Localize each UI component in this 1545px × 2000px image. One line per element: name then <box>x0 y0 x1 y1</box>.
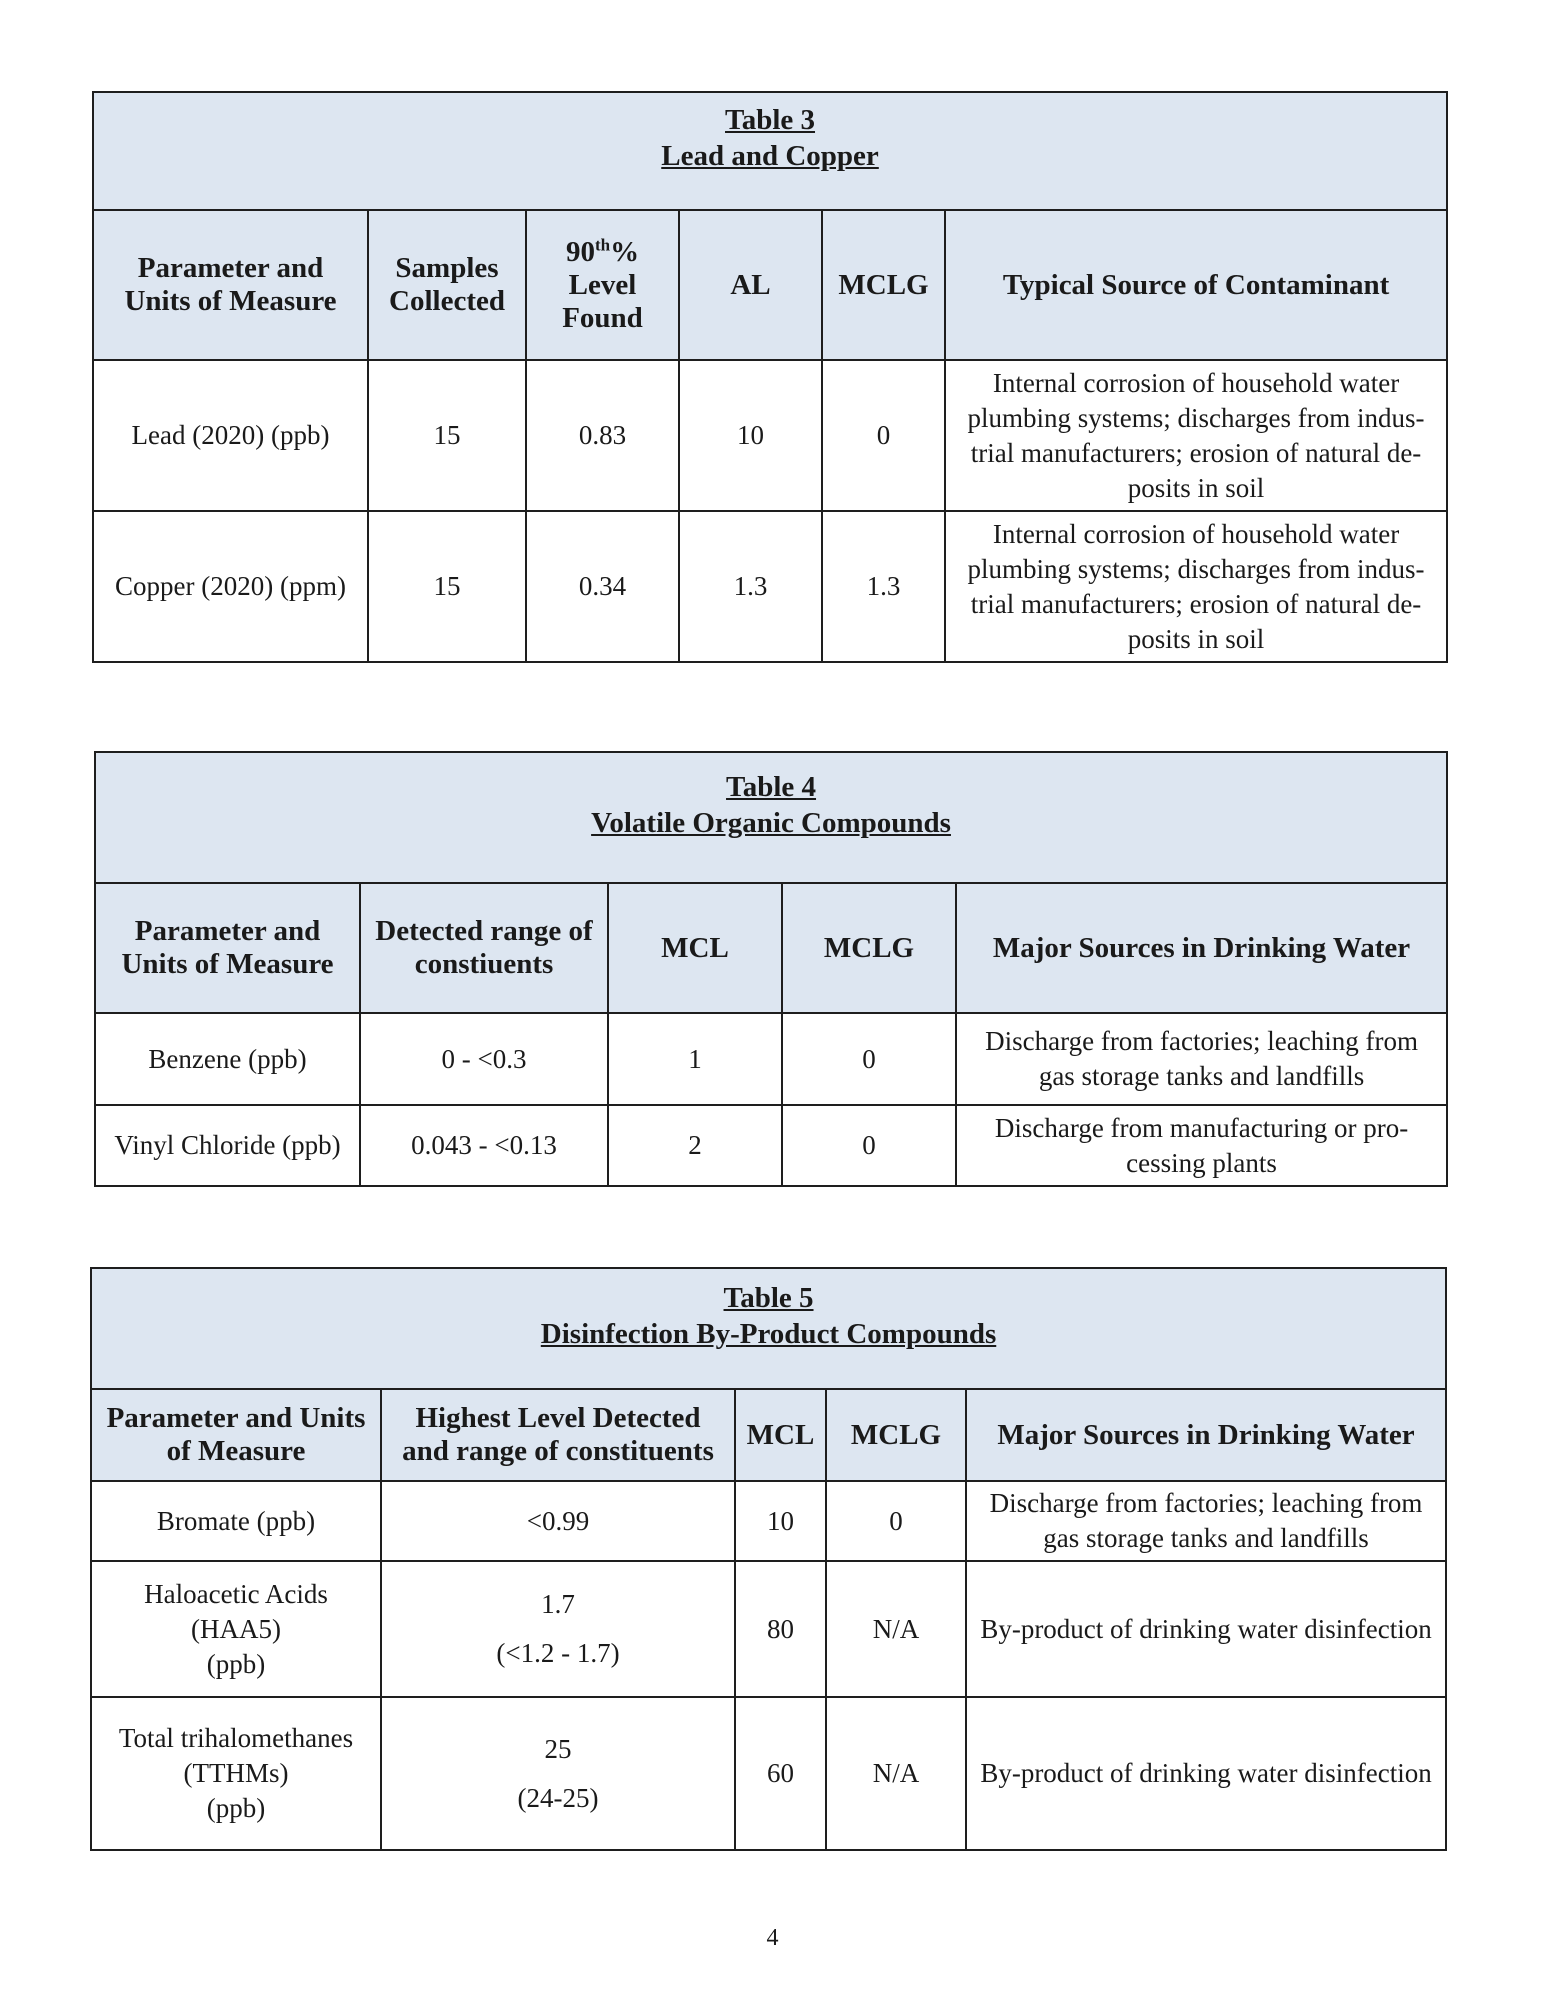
header-mclg: MCLG <box>826 1389 966 1481</box>
table-5-number: Table 5 <box>723 1281 814 1314</box>
cell-level: 25 (24-25) <box>381 1697 735 1850</box>
cell-mclg: N/A <box>826 1561 966 1697</box>
cell-level: 1.7 (<1.2 - 1.7) <box>381 1561 735 1697</box>
header-parameter: Parameter and Units of Measure <box>91 1389 381 1481</box>
cell-parameter: Total trihalomethanes (TTHMs) (ppb) <box>91 1697 381 1850</box>
header-range: Detected range of constiuents <box>360 883 608 1013</box>
header-source: Major Sources in Drinking Water <box>956 883 1447 1013</box>
cell-mcl: 2 <box>608 1105 782 1186</box>
cell-parameter: Haloacetic Acids (HAA5) (ppb) <box>91 1561 381 1697</box>
cell-parameter: Bromate (ppb) <box>91 1481 381 1561</box>
cell-level: 0.83 <box>526 360 679 511</box>
page-number: 4 <box>766 1925 779 1951</box>
cell-mcl: 1 <box>608 1013 782 1105</box>
cell-level: <0.99 <box>381 1481 735 1561</box>
table-row <box>95 1013 1447 1105</box>
table-row <box>93 511 1447 662</box>
table-row <box>91 1561 1446 1697</box>
header-source: Typical Source of Contaminant <box>945 210 1447 360</box>
cell-parameter: Copper (2020) (ppm) <box>93 511 368 662</box>
table-5-caption <box>91 1268 1446 1389</box>
table-4-number: Table 4 <box>726 770 817 803</box>
header-parameter: Parameter and Units of Measure <box>95 883 360 1013</box>
header-samples: Samples Collected <box>368 210 526 360</box>
cell-source: Internal corrosion of household water plumbing systems; discharges from indus-trial manufacturers; erosion of natural de-posits in soil <box>945 511 1447 662</box>
header-mcl: MCL <box>735 1389 826 1481</box>
cell-mclg: 0 <box>822 360 945 511</box>
header-mclg: MCLG <box>822 210 945 360</box>
cell-source: Discharge from factories; leaching from gas storage tanks and landfills <box>956 1013 1447 1105</box>
table-3-title: Lead and Copper <box>661 140 879 172</box>
table-row <box>91 1697 1446 1850</box>
cell-range: 0.043 - <0.13 <box>360 1105 608 1186</box>
cell-mclg: 0 <box>826 1481 966 1561</box>
header-parameter: Parameter and Units of Measure <box>93 210 368 360</box>
table-4-title: Volatile Organic Compounds <box>591 806 951 839</box>
header-al: AL <box>679 210 822 360</box>
table-4-volatile-organic-compounds <box>94 751 1448 1187</box>
cell-al: 10 <box>679 360 822 511</box>
table-row <box>95 1105 1447 1186</box>
cell-al: 1.3 <box>679 511 822 662</box>
cell-parameter: Lead (2020) (ppb) <box>93 360 368 511</box>
cell-level: 0.34 <box>526 511 679 662</box>
cell-mcl: 60 <box>735 1697 826 1850</box>
cell-mclg: 0 <box>782 1013 956 1105</box>
cell-source: Internal corrosion of household water plumbing systems; discharges from indus-trial manufacturers; erosion of natural de-posits in soil <box>945 360 1447 511</box>
cell-source: By-product of drinking water disinfection <box>966 1561 1446 1697</box>
header-source: Major Sources in Drinking Water <box>966 1389 1446 1481</box>
cell-source: Discharge from factories; leaching from gas storage tanks and landfills <box>966 1481 1446 1561</box>
cell-mcl: 10 <box>735 1481 826 1561</box>
cell-mcl: 80 <box>735 1561 826 1697</box>
header-90th-level: 90th% Level Found <box>526 210 679 360</box>
cell-mclg: N/A <box>826 1697 966 1850</box>
cell-source: Discharge from manufacturing or pro-cessing plants <box>956 1105 1447 1186</box>
cell-range: 0 - <0.3 <box>360 1013 608 1105</box>
cell-mclg: 0 <box>782 1105 956 1186</box>
cell-parameter: Benzene (ppb) <box>95 1013 360 1105</box>
table-3-lead-and-copper <box>92 91 1448 663</box>
table-3-number: Table 3 <box>725 104 816 136</box>
cell-samples: 15 <box>368 511 526 662</box>
table-3-caption <box>93 92 1447 210</box>
cell-mclg: 1.3 <box>822 511 945 662</box>
table-4-caption <box>95 752 1447 883</box>
table-row <box>91 1481 1446 1561</box>
table-5-disinfection-by-product-compounds <box>90 1267 1447 1851</box>
table-row <box>93 360 1447 511</box>
header-highest-level: Highest Level Detected and range of constituents <box>381 1389 735 1481</box>
cell-parameter: Vinyl Chloride (ppb) <box>95 1105 360 1186</box>
header-mcl: MCL <box>608 883 782 1013</box>
cell-source: By-product of drinking water disinfection <box>966 1697 1446 1850</box>
cell-samples: 15 <box>368 360 526 511</box>
table-5-title: Disinfection By-Product Compounds <box>540 1317 997 1350</box>
header-mclg: MCLG <box>782 883 956 1013</box>
